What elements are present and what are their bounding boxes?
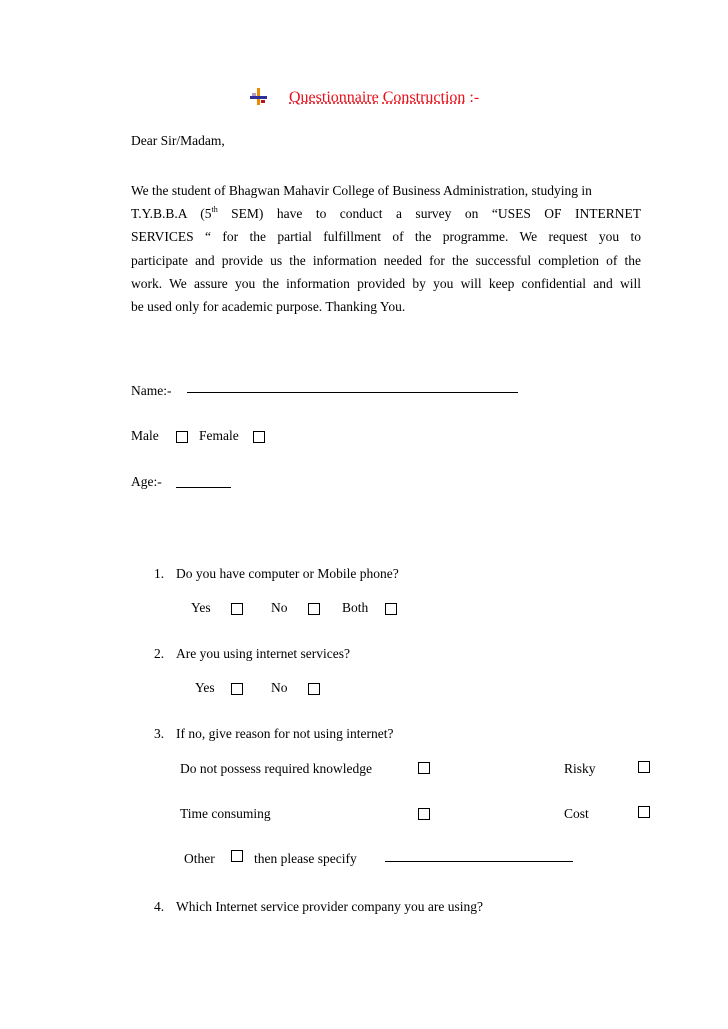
name-label: Name:-: [131, 383, 172, 398]
intro-paragraph: [131, 179, 641, 318]
q3-time-checkbox[interactable]: [418, 808, 430, 820]
q3-other-checkbox[interactable]: [231, 850, 243, 862]
question-number: 1.: [154, 566, 165, 581]
female-label: Female: [199, 428, 239, 443]
intro-line: be used only for academic purpose. Thanking You.: [131, 299, 406, 315]
question-4-text: Which Internet service provider company you are using?: [176, 899, 484, 914]
title-suffix: :-: [469, 89, 480, 106]
option-label-yes: Yes: [195, 680, 215, 695]
option-label-yes: Yes: [191, 600, 211, 615]
q3-cost-checkbox[interactable]: [638, 806, 650, 818]
other-specify-label: then please specify: [254, 851, 357, 866]
q3-knowledge-checkbox[interactable]: [418, 762, 430, 774]
question-2-text: Are you using internet services?: [176, 646, 350, 661]
option-label-risky: Risky: [564, 761, 596, 776]
page-title: [250, 88, 479, 107]
q2-yes-checkbox[interactable]: [231, 683, 243, 695]
superscript-th: th: [211, 205, 218, 215]
question-number: 3.: [154, 726, 165, 741]
question-3-text: If no, give reason for not using internet?: [176, 726, 394, 741]
question-number: 2.: [154, 646, 165, 661]
q2-no-checkbox[interactable]: [308, 683, 320, 695]
intro-text: T.Y.B.B.A (5: [131, 206, 212, 222]
salutation: Dear Sir/Madam,: [131, 133, 225, 148]
option-label-knowledge: Do not possess required knowledge: [180, 761, 372, 776]
bullet-icon: [250, 88, 267, 105]
name-input-line[interactable]: [187, 392, 518, 393]
question-1-text: Do you have computer or Mobile phone?: [176, 566, 399, 581]
age-label: Age:-: [131, 474, 162, 489]
title-word-questionnaire: Questionnaire: [289, 89, 379, 106]
female-checkbox[interactable]: [253, 431, 265, 443]
option-label-no: No: [271, 600, 288, 615]
question-number: 4.: [154, 899, 165, 914]
male-label: Male: [131, 428, 159, 443]
title-word-construction: Construction: [382, 89, 466, 106]
intro-line: work. We assure you the information provided by you will keep confidential and will: [131, 275, 641, 291]
option-label-time: Time consuming: [180, 806, 271, 821]
q1-yes-checkbox[interactable]: [231, 603, 243, 615]
intro-line: We the student of Bhagwan Mahavir College of Business Administration, studying in: [131, 183, 592, 198]
option-label-no: No: [271, 680, 288, 695]
option-label-cost: Cost: [564, 806, 589, 821]
intro-line: [131, 202, 641, 225]
male-checkbox[interactable]: [176, 431, 188, 443]
intro-line: SERVICES “ for the partial fulfillment of the programme. We request you to: [131, 229, 641, 245]
option-label-other: Other: [184, 851, 215, 866]
other-specify-input-line[interactable]: [385, 861, 573, 862]
age-input-line[interactable]: [176, 487, 231, 488]
option-label-both: Both: [342, 600, 369, 615]
intro-text: SEM) have to conduct a survey on “USES OF INTERNET: [217, 206, 642, 222]
intro-line: participate and provide us the information needed for the successful completion of the: [131, 252, 641, 268]
q1-both-checkbox[interactable]: [385, 603, 397, 615]
q1-no-checkbox[interactable]: [308, 603, 320, 615]
q3-risky-checkbox[interactable]: [638, 761, 650, 773]
